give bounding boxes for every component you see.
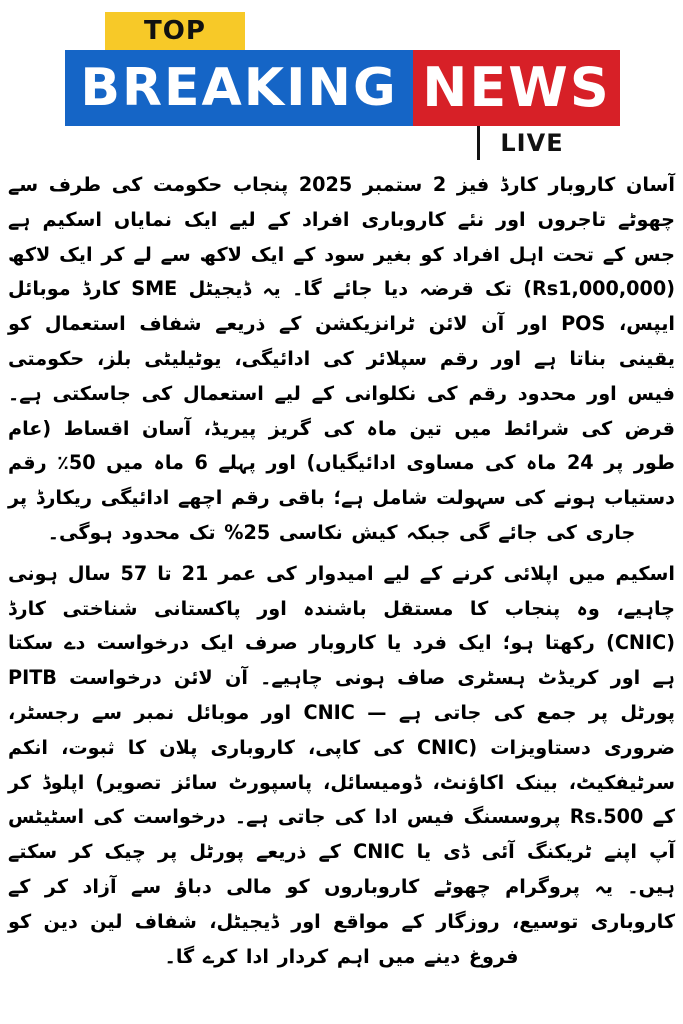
top-label: TOP (105, 12, 245, 50)
breaking-news-banner (65, 6, 620, 156)
article-paragraph-2: اسکیم میں اپلائی کرنے کے لیے امیدوار کی عمر 21 تا 57 سال ہونی چاہیے، وہ پنجاب کا مستقل باشندہ اور پاکستانی شناختی کارڈ (CNIC) رکھتا ہو؛ ایک فرد یا کاروبار صرف ایک درخواست دے سکتا ہے اور کریڈٹ ہسٹری صاف ہونی چاہیے۔ آن لائن درخواست PITB پورٹل پر جمع کی جاتی ہے — CNIC اور موبائل نمبر سے رجسٹر، ضروری دستاویزات (CNIC کی کاپی، کاروباری پلان کا ثبوت، انکم سرٹیفکیٹ، بینک اکاؤنٹ، ڈومیسائل، پاسپورٹ سائز تصویر) اپلوڈ کر کے Rs.500 پروسسنگ فیس ادا کی جاتی ہے۔ درخواست کی اسٹیٹس آپ اپنے ٹریکنگ آئی ڈی یا CNIC کے ذریعے پورٹل پر چیک کر سکتے ہیں۔ یہ پروگرام چھوٹے کاروباروں کو مالی دباؤ سے آزاد کر کے کاروباری توسیع، روزگار کے مواقع اور ڈیجیٹل، شفاف لین دین کو فروغ دینے میں اہم کردار ادا کرے گا۔ (8, 561, 676, 968)
breaking-label: BREAKING (65, 50, 413, 126)
news-label: NEWS (413, 50, 620, 126)
article-paragraph-1: آسان کاروبار کارڈ فیز 2 ستمبر 2025 پنجاب حکومت کی طرف سے چھوٹے تاجروں اور نئے کاروباری افراد کے لیے ایک نمایاں اسکیم ہے جس کے تحت اہل افراد کو بغیر سود کے ایک لاکھ سے لے کر ایک لاکھ (Rs1,000,000) تک قرضہ دیا جائے گا۔ یہ ڈیجیٹل SME کارڈ موبائل ایپس، POS اور آن لائن ٹرانزیکشن کے ذریعے شفاف استعمال کو یقینی بناتا ہے اور رقم سپلائر کی ادائیگی، یوٹیلیٹی بلز، حکومتی فیس اور محدود رقم کی نکلوانی کے لیے استعمال کی جاسکتی ہے۔ قرض کی شرائط میں تین ماہ کی گریز پیریڈ، آسان اقساط (عام طور پر 24 ماہ کی مساوی ادائیگیاں) اور پہلے 6 ماہ میں 50٪ رقم دستیاب ہونے کی سہولت شامل ہے؛ باقی رقم اچھے ادائیگی ریکارڈ پر جاری کی جائے گی جبکہ کیش نکاسی 25% تک محدود ہوگی۔ (8, 173, 675, 544)
article-body (8, 168, 675, 1018)
live-label: LIVE (477, 126, 584, 160)
